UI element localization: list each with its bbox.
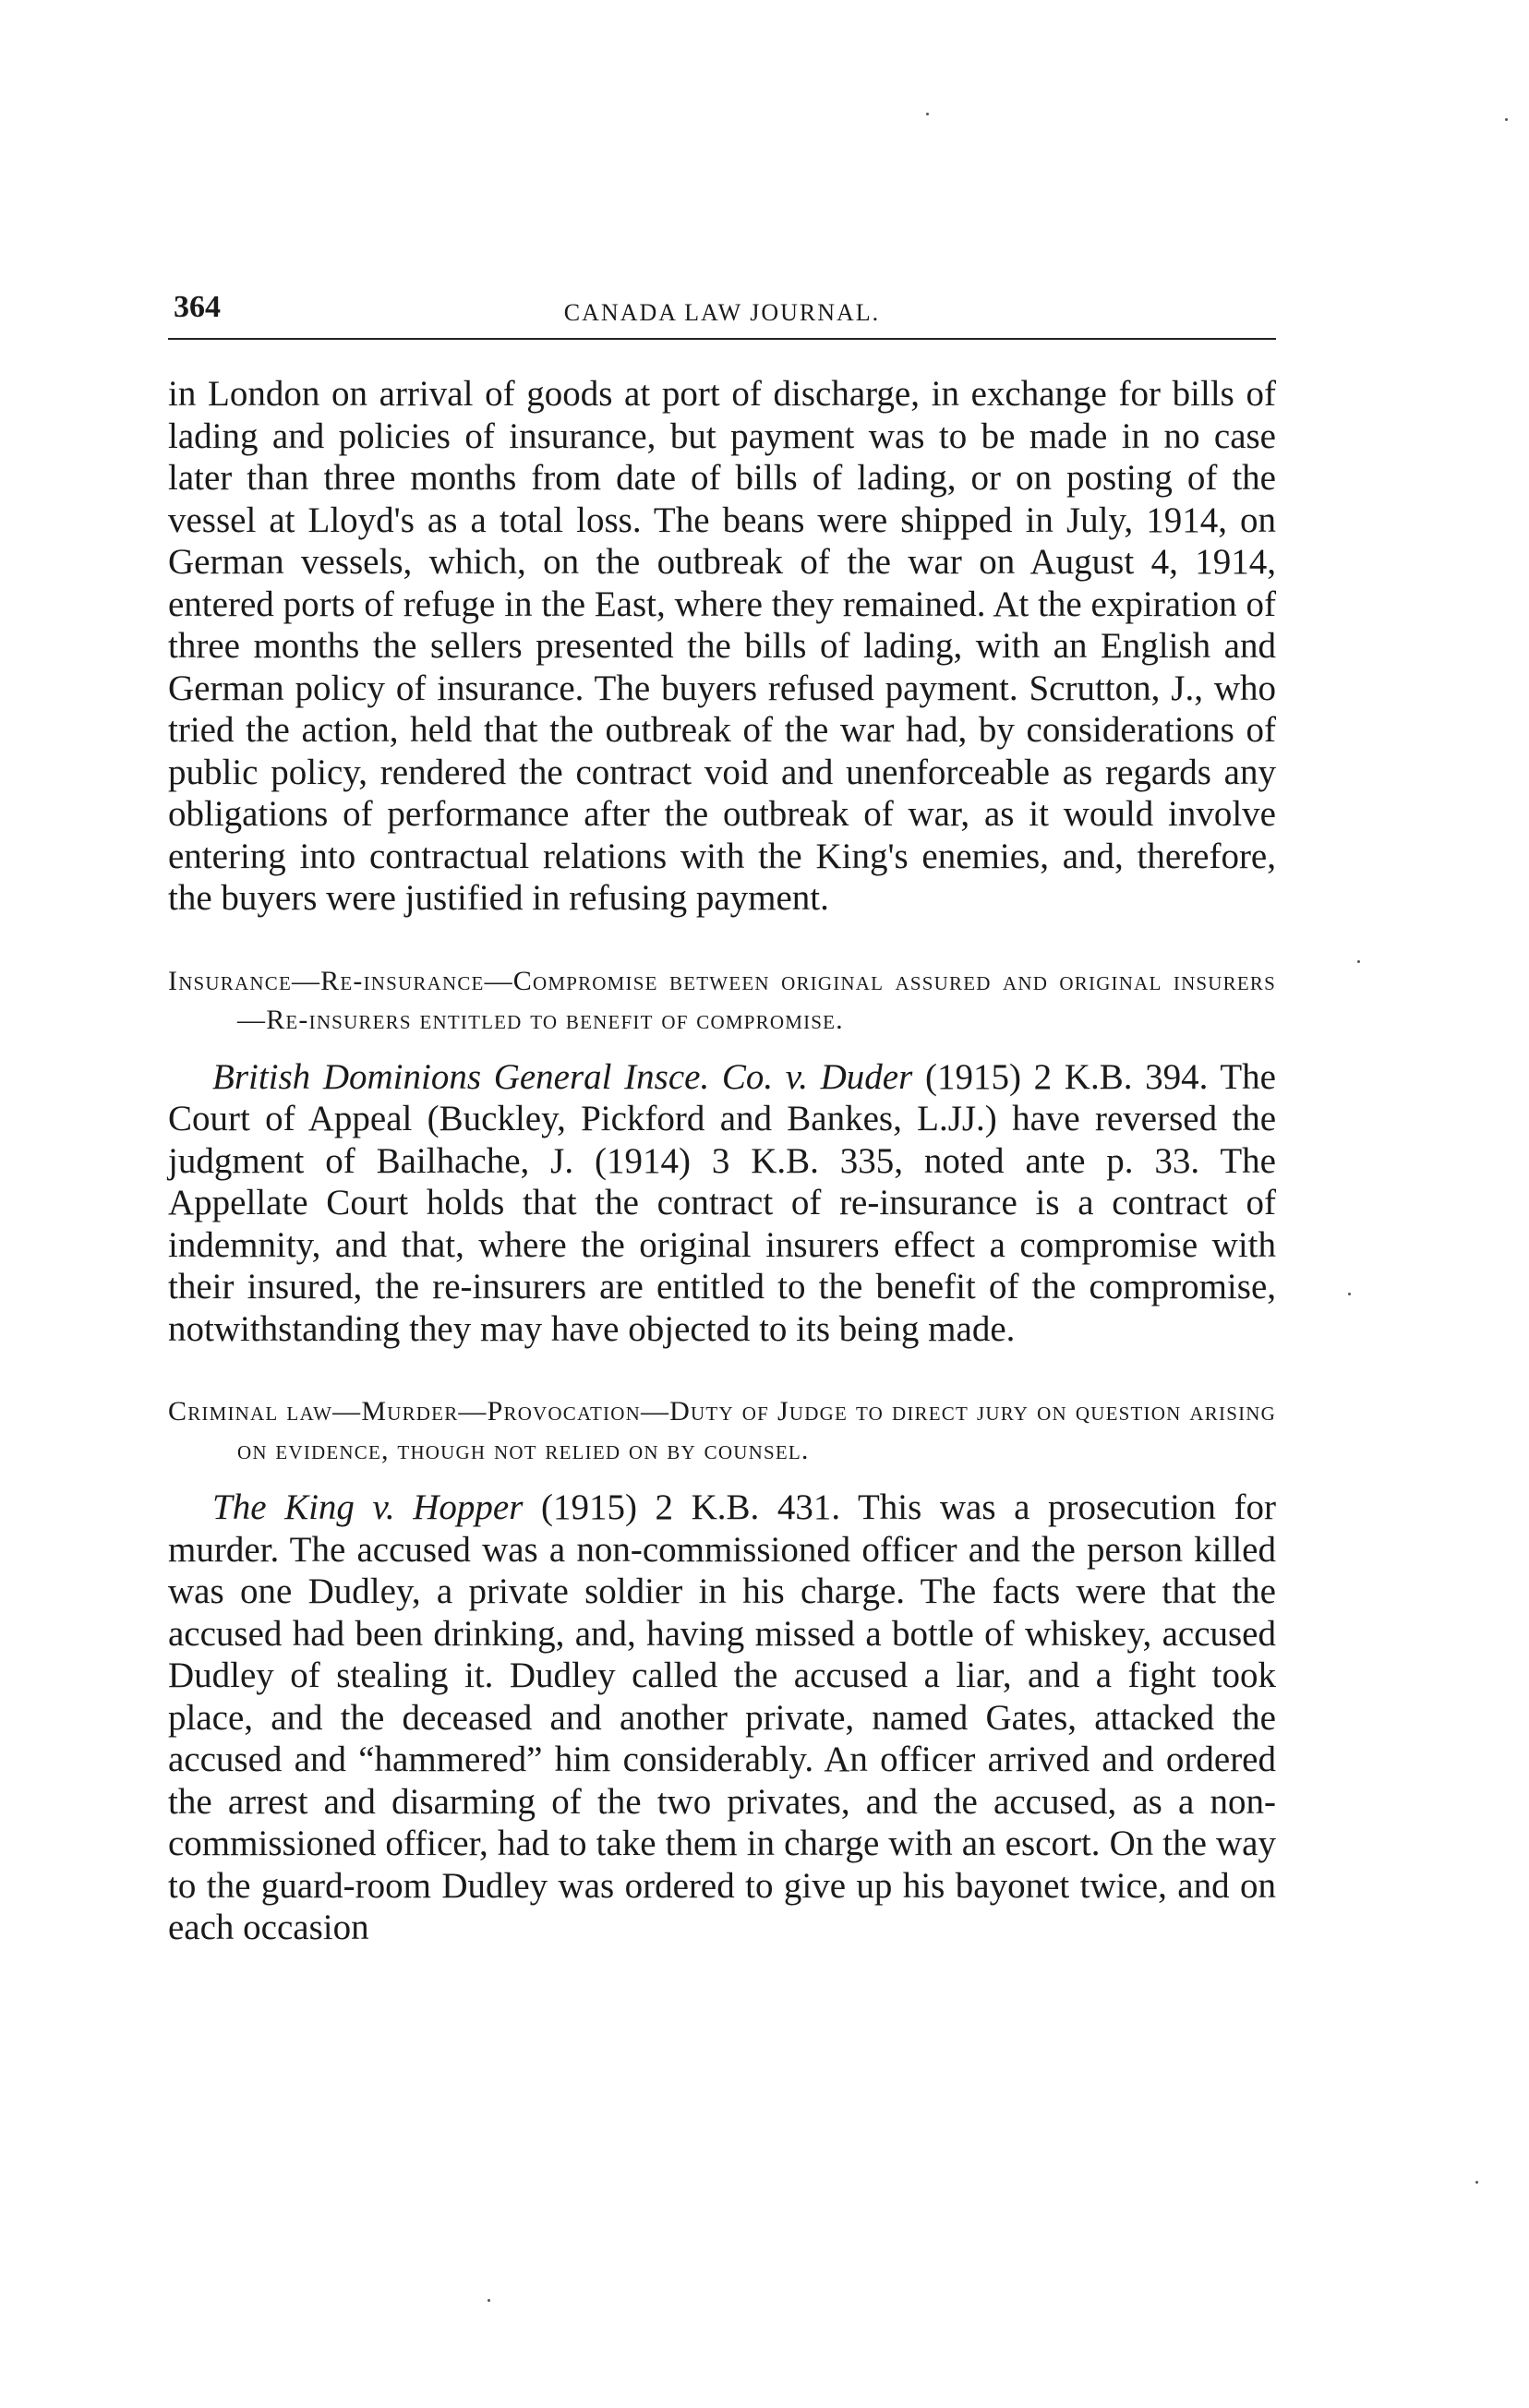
continuation-paragraph: in London on arrival of goods at port of discharge, in exchange for bills of lading and policies of insurance, but payment was to be made in no case later than three months from date of bills of lading, or on posting of the vessel at Lloyd's as a total loss. The beans were shipped in July, 1914, on German vessels, which, on the outbreak of the war on August 4, 1914, entered ports of refuge in the East, where they remained. At the expiration of three months the sellers presented the bills of lading, with an English and German policy of insurance. The buyers refused payment. Scrutton, J., who tried the action, held that the outbreak of the war had, by considerations of public policy, rendered the contract void and unenforceable as regards any obligations of performance after the outbreak of war, as it would involve entering into contractual relations with the King's enemies, and, therefore, the buyers were justified in refusing payment. (168, 374, 1276, 918)
scan-speck (488, 2299, 490, 2302)
case-name: The King v. Hopper (212, 1487, 524, 1527)
case-text: (1915) 2 K.B. 431. This was a prosecution for murder. The accused was a non-commissioned officer and the person killed was one Dudley, a private soldier in his charge. The facts were that the accused had been drinking, and, having missed a bottle of whiskey, accused Dudley of stealing it. Dudley called the accused a liar, and a fight took place, and the deceased and another private, named Gates, attacked the accused and “hammered” him considerably. An officer arrived and ordered the arrest and disarming of the two privates, and the accused, as a non-commissioned officer, had to take them in charge with an escort. On the way to the guard-room Dudley was ordered to give up his bayonet twice, and on each occasion (168, 1487, 1276, 1947)
page-header (168, 277, 1276, 340)
section-heading-insurance: Insurance—Re-insurance—Compromise between original assured and original insurers—Re-insurers entitled to benefit of compromise. (168, 965, 1276, 1035)
journal-page (168, 277, 1276, 1949)
scan-speck (1475, 2181, 1478, 2184)
case-paragraph-criminal-law (168, 1487, 1276, 1949)
page-number: 364 (174, 290, 221, 324)
running-title: CANADA LAW JOURNAL. (563, 299, 881, 326)
case-name: British Dominions General Insce. Co. v. Duder (212, 1056, 913, 1097)
case-paragraph-insurance (168, 1056, 1276, 1351)
scan-speck (1505, 118, 1508, 121)
case-text: (1915) 2 K.B. 394. The Court of Appeal (Buckley, Pickford and Bankes, L.JJ.) have reversed the judgment of Bailhache, J. (1914) 3 K.B. 335, noted ante p. 33. The Appellate Court holds that the contract of re-insurance is a contract of indemnity, and that, where the original insurers effect a compromise with their insured, the re-insurers are entitled to the benefit of the compromise, notwithstanding they may have objected to its being made. (168, 1056, 1276, 1349)
section-heading-criminal-law: Criminal law—Murder—Provocation—Duty of Judge to direct jury on question arising on evidence, though not relied on by counsel. (168, 1396, 1276, 1465)
scan-speck (1357, 960, 1360, 963)
scan-speck (926, 113, 929, 115)
scan-speck (1348, 1293, 1351, 1295)
